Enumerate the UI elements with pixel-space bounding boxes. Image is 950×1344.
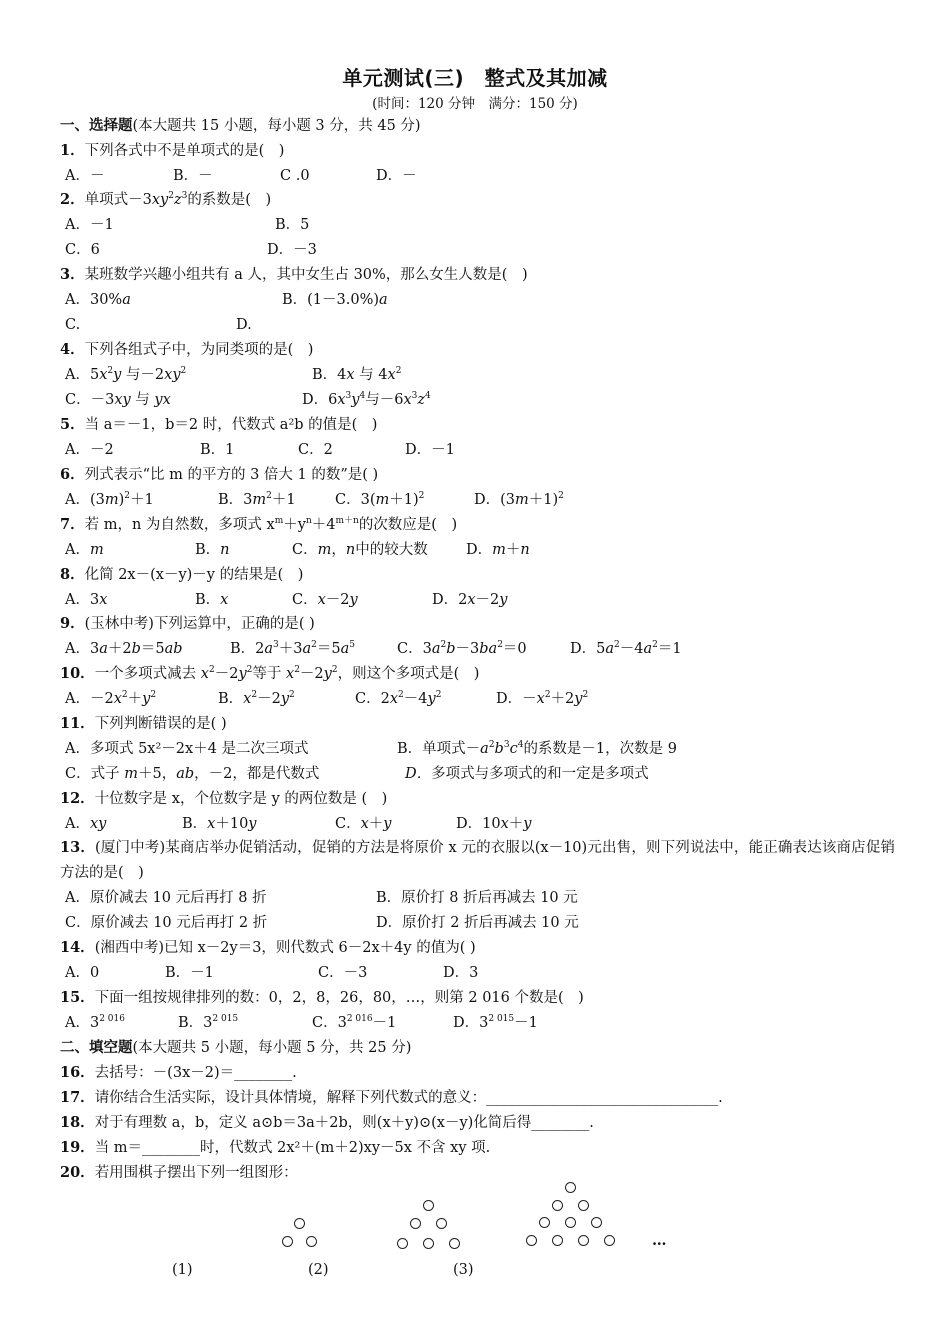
question-6-options: A．$(3m)^2+1$ B．$3m^2+1$ C．$3(m+1)^2$ D．$(3m+1)^2$ [65, 491, 564, 508]
page-title: 单元测试(三) 整式及其加减 [342, 66, 608, 90]
figure-label-1: (1) [172, 1262, 193, 1278]
question-9: 9．(玉林中考)下列运算中，正确的是( ) [60, 615, 315, 632]
question-18: 18．对于有理数 a，b，定义 a⊙b＝3a＋2b，则(x＋y)⊙(x－y)化简后得________. [60, 1114, 594, 1131]
question-5-options: A．－2 B．1 C．2 D．－1 [65, 442, 455, 458]
go-stone [436, 1218, 447, 1229]
go-stone [294, 1218, 305, 1229]
question-11: 11．下列判断错误的是( ) [60, 715, 227, 732]
question-6: 6．列式表示“比 m 的平方的 3 倍大 1 的数”是( ) [60, 466, 379, 483]
question-2-options-row1: A．－1 B．5 [65, 217, 310, 233]
go-stone [552, 1235, 563, 1246]
question-16: 16．去括号：－(3x－2)＝________. [60, 1064, 297, 1081]
question-11-options-row1: A．多项式 5x²－2x＋4 是二次三项式 B．单项式$-a^2b^3c^4$的系数是－1，次数是 9 [65, 740, 677, 757]
question-20: 20．若用围棋子摆出下列一组图形： [60, 1164, 298, 1181]
question-12: 12．十位数字是 x，个位数字是 y 的两位数是 ( ) [60, 790, 388, 807]
question-4-options-row2: C．－3xy 与 yx D．$6x^3y^4$与$-6x^3z^4$ [65, 391, 431, 408]
question-8: 8．化简 2x－(x－y)－y 的结果是( ) [60, 566, 304, 583]
question-12-options: A．xy B．x＋10y C．x＋y D．10x＋y [65, 816, 532, 832]
go-stone [552, 1200, 563, 1211]
go-stone [539, 1217, 550, 1228]
figure-label-3: (3) [453, 1262, 474, 1278]
question-9-options: A．3a＋2b＝5ab B．$2a^3+3a^2=5a^5$ C．$3a^2b-3ba^2=0$ D．$5a^2-4a^2=1$ [65, 640, 682, 657]
go-stone [423, 1238, 434, 1249]
question-2: 2．单项式$-3xy^2z^3$的系数是( ) [60, 191, 272, 208]
go-stone [604, 1235, 615, 1246]
question-7: 7．若 m，n 为自然数，多项式 $x^m+y^n+4^{m+n}$的次数应是( ) [60, 516, 458, 533]
question-3: 3．某班数学兴趣小组共有 a 人，其中女生占 30%，那么女生人数是( ) [60, 266, 528, 283]
page-subtitle: (时间：120 分钟 满分：150 分) [372, 96, 578, 112]
question-10-options: A．$-2x^2+y^2$ B．$x^2-2y^2$ C．$2x^2-4y^2$ D．$-x^2+2y^2$ [65, 690, 589, 707]
question-15-options: A．$3^{2 016}$ B．$3^{2 015}$ C．$3^{2 016}-1$ D．$3^{2 015}-1$ [65, 1014, 538, 1031]
question-4: 4．下列各组式子中，为同类项的是( ) [60, 341, 314, 358]
question-1: 1．下列各式中不是单项式的是( ) [60, 142, 285, 159]
go-stone [591, 1217, 602, 1228]
go-stone [565, 1182, 576, 1193]
question-8-options: A．3x B．x C．x－2y D．2x－2y [65, 592, 508, 608]
go-stone [306, 1236, 317, 1247]
question-2-options-row2: C．6 D．－3 [65, 242, 317, 258]
figure-label-2: (2) [308, 1262, 329, 1278]
section-2-header: 二、填空题(本大题共 5 小题，每小题 5 分，共 25 分) [60, 1040, 412, 1056]
go-stone [449, 1238, 460, 1249]
question-15: 15．下面一组按规律排列的数：0，2，8，26，80，…，则第 2 016 个数是( ) [60, 989, 584, 1006]
go-stone [282, 1236, 293, 1247]
question-7-options: A．m B．n C．m，n中的较大数 D．m＋n [65, 542, 530, 558]
question-3-options-row2: C. D. [65, 317, 252, 333]
go-stone [423, 1200, 434, 1211]
question-14-options: A．0 B．－1 C．－3 D．3 [65, 965, 479, 981]
question-5: 5．当 a＝－1，b＝2 时，代数式 a²b 的值是( ) [60, 416, 378, 433]
question-13-options-row1: A．原价减去 10 元后再打 8 折 B．原价打 8 折后再减去 10 元 [65, 890, 578, 906]
question-4-options-row1: A．$5x^2y$ 与$-2xy^2$ B．4x 与 $4x^2$ [65, 366, 402, 383]
question-10: 10．一个多项式减去 $x^2-2y^2$等于 $x^2-2y^2$，则这个多项式是( ) [60, 665, 480, 682]
go-stone [397, 1238, 408, 1249]
question-13-options-row2: C．原价减去 10 元后再打 2 折 D．原价打 2 折后再减去 10 元 [65, 915, 579, 931]
question-19: 19．当 m＝________时，代数式 2x²＋(m＋2)xy－5x 不含 xy 项. [60, 1139, 491, 1156]
go-stone [565, 1217, 576, 1228]
go-stone [410, 1218, 421, 1229]
question-3-options-row1: A．30%a B．(1－3.0%)a [65, 292, 388, 308]
question-17: 17．请你结合生活实际，设计具体情境，解释下列代数式的意义：________________________________. [60, 1089, 723, 1106]
question-1-options: A．－ B．－ C .0 D．－ [65, 168, 417, 184]
go-stone [578, 1200, 589, 1211]
question-13: 13．(厦门中考)某商店举办促销活动，促销的方法是将原价 x 元的衣服以(x－10)元出售，则下列说法中，能正确表达该商店促销方法的是( ) [60, 839, 895, 881]
go-stone [578, 1235, 589, 1246]
question-11-options-row2: C．式子 m＋5，ab，－2，都是代数式 D．多项式与多项式的和一定是多项式 [65, 766, 649, 782]
figure-ellipsis: … [652, 1232, 667, 1249]
section-1-header: 一、选择题(本大题共 15 小题，每小题 3 分，共 45 分) [60, 118, 421, 134]
question-14: 14．(湘西中考)已知 x－2y＝3，则代数式 6－2x＋4y 的值为( ) [60, 939, 476, 956]
go-stone [526, 1235, 537, 1246]
